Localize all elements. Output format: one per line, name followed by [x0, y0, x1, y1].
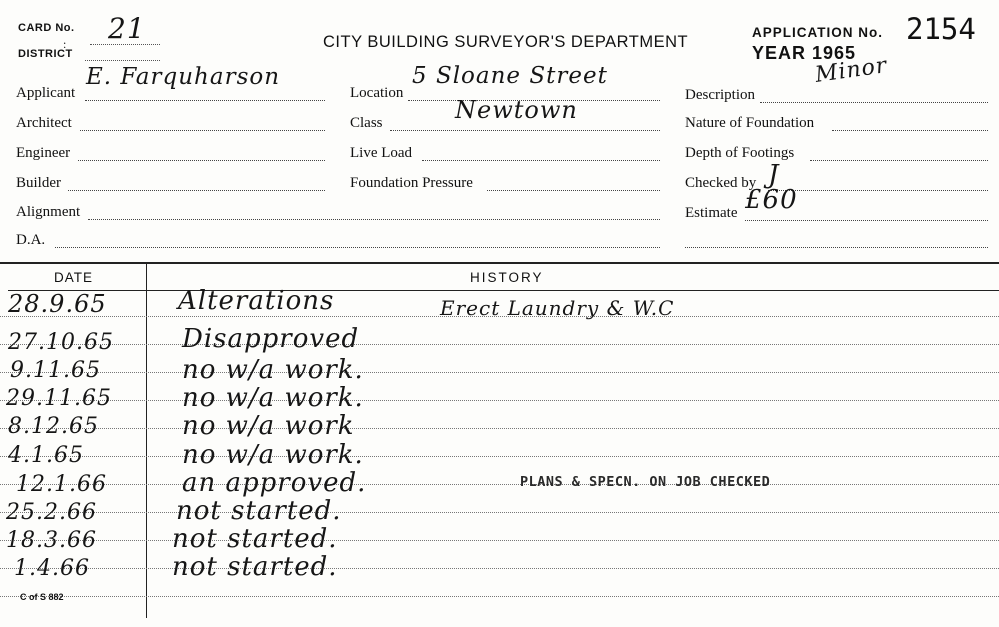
- estimate-value: £60: [745, 185, 798, 215]
- application-number-value: 2154: [906, 12, 976, 46]
- foundation-pressure-label: Foundation Pressure: [350, 175, 473, 191]
- applicant-line: [85, 100, 325, 101]
- da-line: [55, 247, 660, 248]
- class-value: Newtown: [455, 96, 578, 124]
- architect-line: [80, 130, 325, 131]
- history-entry: Disapproved: [182, 324, 360, 354]
- da-label: D.A.: [16, 232, 46, 248]
- history-column-header: HISTORY: [470, 270, 544, 285]
- ruled-line: [0, 540, 999, 541]
- class-line: [390, 130, 660, 131]
- history-entry: not started.: [172, 524, 338, 554]
- ruled-line: [0, 512, 999, 513]
- history-date: 29.11.65: [6, 386, 112, 411]
- alignment-line: [88, 219, 660, 220]
- history-entry: no w/a work: [182, 411, 355, 441]
- checked-by-line: [768, 190, 988, 191]
- checked-by-value: J: [768, 160, 780, 190]
- checked-stamp: PLANS & SPECN. ON JOB CHECKED: [520, 474, 771, 490]
- class-label: Class: [350, 115, 383, 131]
- ruled-line: [0, 372, 999, 373]
- extra-line: [685, 247, 988, 248]
- location-label: Location: [350, 85, 404, 101]
- ruled-line: [0, 344, 999, 345]
- history-date: 12.1.66: [16, 472, 107, 497]
- history-date: 9.11.65: [10, 358, 101, 383]
- history-entry: an approved.: [182, 468, 367, 498]
- history-entry: Alterations: [178, 286, 335, 316]
- card-number-line: [90, 44, 160, 45]
- card-number-value: 21: [108, 12, 146, 45]
- history-date: 1.4.66: [14, 556, 90, 581]
- applicant-value: E. Farquharson: [86, 64, 281, 90]
- depth-of-footings-line: [810, 160, 988, 161]
- department-title: CITY BUILDING SURVEYOR'S DEPARTMENT: [323, 33, 689, 51]
- district-label: DISTRICT: [18, 48, 73, 60]
- depth-of-footings-label: Depth of Footings: [685, 145, 795, 161]
- history-entry: not started.: [176, 496, 342, 526]
- history-header-rule: [8, 290, 999, 291]
- engineer-label: Engineer: [16, 145, 71, 161]
- builder-line: [68, 190, 325, 191]
- history-date: 4.1.65: [8, 443, 84, 468]
- nature-of-foundation-line: [832, 130, 988, 131]
- ruled-line: [0, 456, 999, 457]
- description-line: [760, 102, 988, 103]
- engineer-line: [78, 160, 325, 161]
- history-note: Erect Laundry & W.C: [440, 296, 675, 320]
- date-column-header: DATE: [54, 270, 94, 285]
- ruled-line: [0, 484, 999, 485]
- builder-label: Builder: [16, 175, 61, 191]
- colon-mark: :: [63, 37, 67, 51]
- live-load-line: [422, 160, 660, 161]
- history-entry: no w/a work.: [182, 440, 364, 470]
- nature-of-foundation-label: Nature of Foundation: [685, 115, 815, 131]
- ruled-line: [0, 428, 999, 429]
- form-code: C of S 882: [20, 592, 64, 602]
- history-top-border: [0, 262, 999, 264]
- ruled-line: [0, 568, 999, 569]
- location-value: 5 Sloane Street: [412, 63, 608, 89]
- history-entry: no w/a work.: [182, 383, 364, 413]
- history-date: 27.10.65: [8, 330, 114, 355]
- alignment-label: Alignment: [16, 204, 81, 220]
- estimate-label: Estimate: [685, 205, 738, 221]
- checked-by-label: Checked by: [685, 175, 757, 191]
- history-date: 8.12.65: [8, 414, 99, 439]
- history-entry: not started.: [172, 552, 338, 582]
- live-load-label: Live Load: [350, 145, 413, 161]
- architect-label: Architect: [16, 115, 72, 131]
- history-entry: no w/a work.: [182, 355, 364, 385]
- applicant-label: Applicant: [16, 85, 76, 101]
- year-label: YEAR 1965: [752, 43, 857, 63]
- ruled-line: [0, 596, 999, 597]
- description-label: Description: [685, 87, 755, 103]
- district-line: [85, 60, 160, 61]
- history-date: 18.3.66: [6, 528, 97, 553]
- description-value: Minor: [813, 53, 889, 88]
- history-date: 28.9.65: [8, 290, 107, 318]
- estimate-line: [745, 220, 988, 221]
- foundation-pressure-line: [487, 190, 660, 191]
- card-number-label: CARD No.: [18, 22, 75, 34]
- ruled-line: [0, 400, 999, 401]
- application-number-label: APPLICATION No.: [752, 25, 883, 40]
- history-date: 25.2.66: [6, 500, 97, 525]
